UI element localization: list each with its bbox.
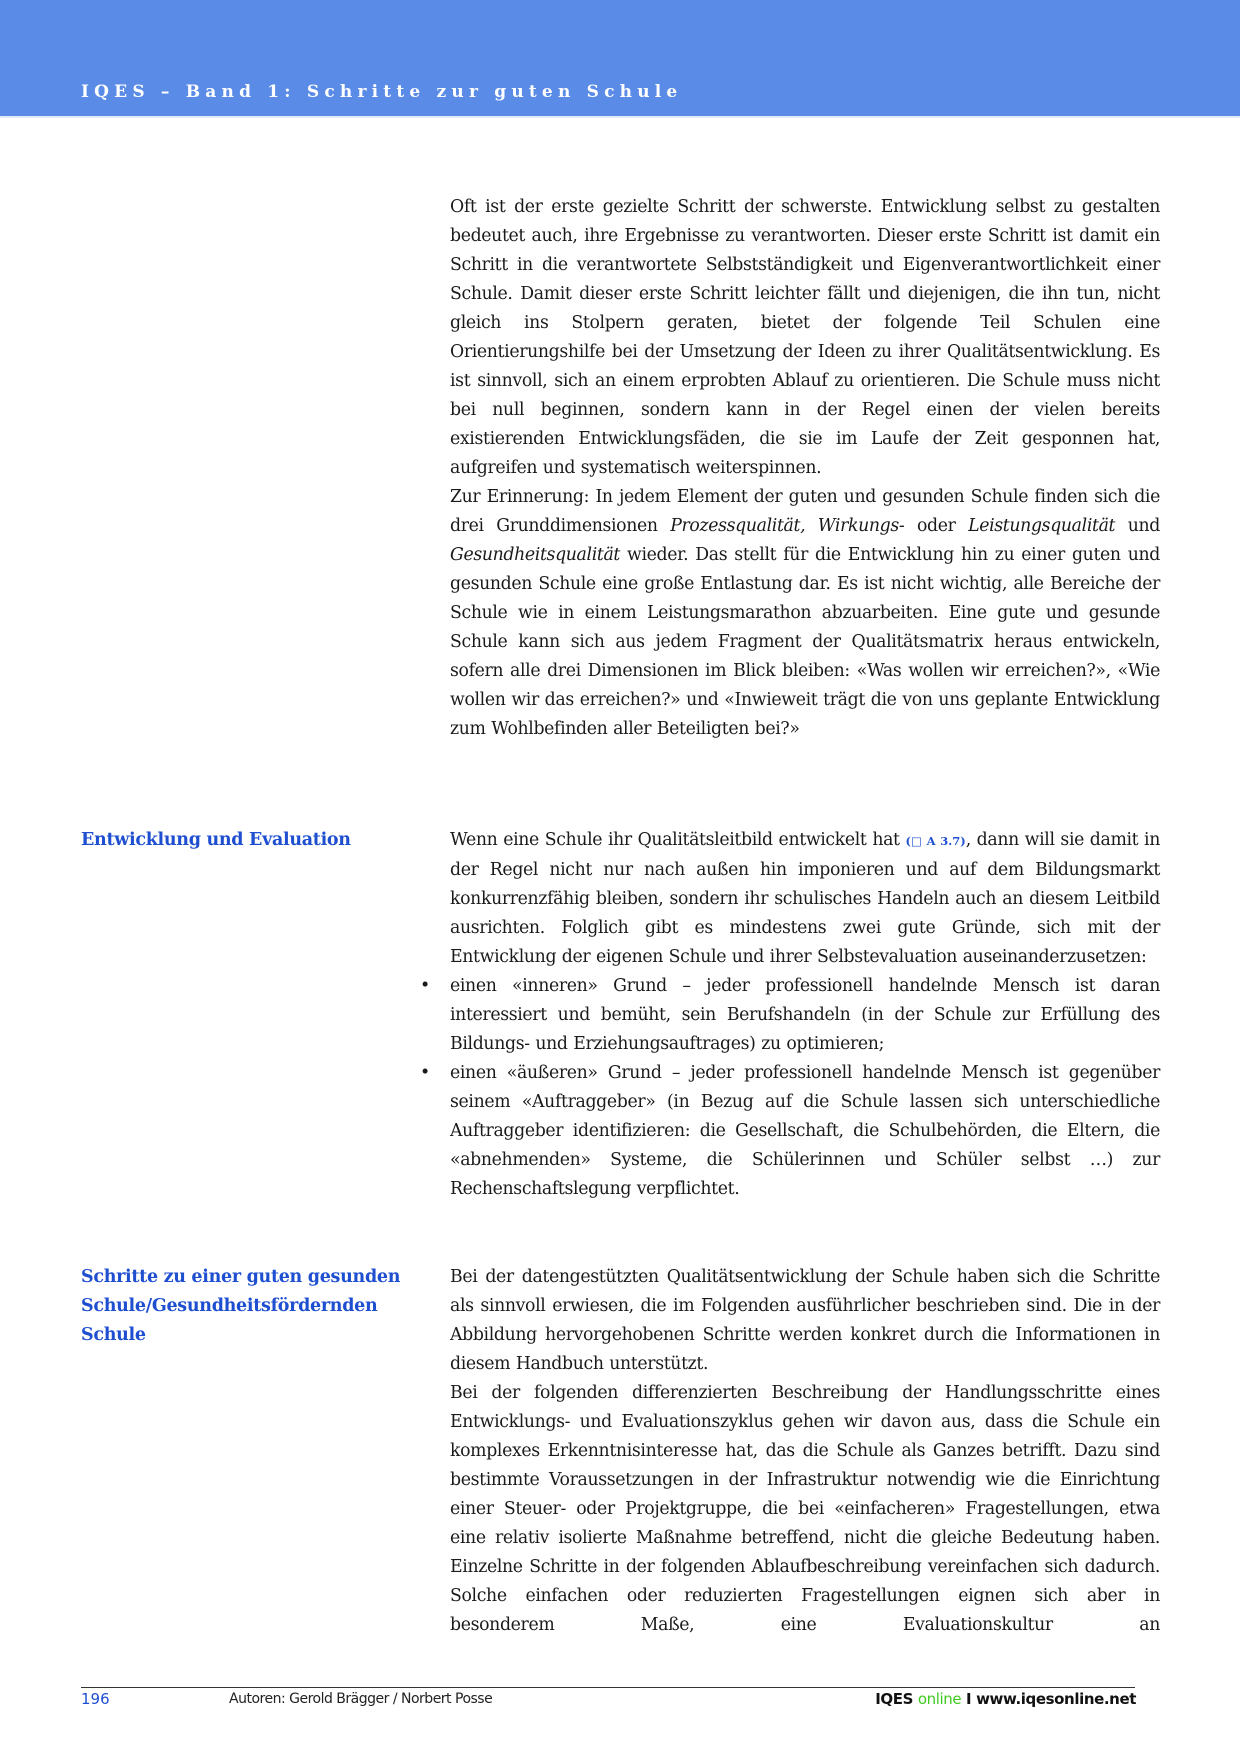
- section-2-paragraph-2: Bei der folgenden differenzierten Beschreibung der Handlungsschritte eines Entwicklungs- und Evaluationszyklus gehen wir davon aus, dass die Schule ein komplexes Erkenntnisinteresse hat, das die Schule als Ganzes betrifft. Dazu sind bestimmte Voraussetzungen in der Infrastruktur notwendig wie die Einrichtung einer Steuer- oder Projektgruppe, die bei «einfacheren» Fragestellungen, etwa eine relativ isolierte Maßnahme betreffend, nicht die gleiche Bedeutung haben. Einzelne Schritte in der folgenden Ablaufbeschreibung vereinfachen sich dadurch. Solche einfachen oder reduzierten Fragestellungen eignen sich aber in besonderem Maße, eine Evaluationskultur an: [450, 1383, 1160, 1635]
- section-2-text-block: [450, 1263, 1160, 1640]
- bullet-icon: •: [420, 976, 430, 996]
- intro-paragraph-1: Oft ist der erste gezielte Schritt der schwerste. Entwicklung selbst zu gestalten bedeutet auch, ihre Ergebnisse zu verantworten. Dieser erste Schritt ist damit ein Schritt in die verantwortete Selbstständigkeit und Eigenverantwortlichkeit einer Schule. Damit dieser erste Schritt leichter fällt und diejenigen, die ihn tun, nicht gleich ins Stolpern geraten, bietet der folgende Teil Schulen eine Orientierungshilfe bei der Umsetzung der Ideen zu ihrer Qualitätsentwicklung. Es ist sinnvoll, sich an einem erprobten Ablauf zu orientieren. Die Schule muss nicht bei null beginnen, sondern kann in der Regel einen der vielen bereits existierenden Entwicklungsfäden, die sie im Laufe der Zeit gesponnen hat, aufgreifen und systematisch weiterspinnen.: [450, 197, 1160, 478]
- emphasis-process-quality: Prozessqualität, Wirkungs-: [670, 516, 905, 536]
- header-divider: [0, 116, 1240, 118]
- running-header-title: IQES – Band 1: Schritte zur guten Schule: [81, 82, 683, 102]
- footer-brand: [875, 1690, 1136, 1708]
- emphasis-health-quality: Gesundheitsqualität: [450, 545, 621, 565]
- brand-separator: I: [966, 1690, 972, 1708]
- page-number: 196: [81, 1690, 110, 1708]
- intro-text-block: [450, 193, 1160, 744]
- footer-divider: [81, 1687, 1135, 1688]
- intro-paragraph-2: [450, 483, 1160, 744]
- list-item: [420, 972, 1160, 1059]
- list-item-text: einen «inneren» Grund – jeder professionell handelnde Mensch ist daran interessiert und bemüht, sein Berufshandeln (in der Schule zur Erfüllung des Bildungs- und Erziehungsauftrages) zu optimieren;: [450, 976, 1160, 1054]
- text-run: wieder. Das stellt für die Entwicklung hin zu einer guten und gesunden Schule eine große Entlastung dar. Es ist nicht wichtig, alle Bereiche der Schule wie in einem Leistungsmarathon abzuarbeiten. Eine gute und gesunde Schule kann sich aus jedem Fragment der Qualitätsmatrix heraus entwickeln, sofern alle drei Dimensionen im Blick bleiben: «Was wollen wir erreichen?», «Wie wollen wir das erreichen?» und «Inwieweit trägt die von uns geplante Entwicklung zum Wohlbefinden aller Beteiligten bei?»: [450, 545, 1160, 739]
- list-item: [420, 1059, 1160, 1204]
- footer-authors: Autoren: Gerold Brägger / Norbert Posse: [229, 1691, 493, 1707]
- bullet-icon: •: [420, 1063, 430, 1083]
- text-run: , dann will sie damit in der Regel nicht nur nach außen hin imponieren und auf dem Bildungsmarkt konkurrenzfähig bleiben, sondern ihr schulisches Handeln auch an diesem Leitbild ausrichten. Folglich gibt es mindestens zwei gute Gründe, sich mit der Entwicklung der eigenen Schule und ihrer Selbstevaluation auseinanderzusetzen:: [450, 830, 1161, 967]
- text-run: Zur Erinnerung: In jedem Element der guten und gesunden Schule finden sich die drei Grunddimensionen: [450, 487, 1160, 536]
- section-heading-schritte: Schritte zu einer guten gesunden Schule/Gesundheitsfördernden Schule: [81, 1267, 401, 1345]
- section-heading-entwicklung-evaluation: Entwicklung und Evaluation: [81, 830, 351, 850]
- list-item-text: einen «äußeren» Grund – jeder professionell handelnde Mensch ist gegenüber seinem «Auftraggeber» (in Bezug auf die Schule lassen sich unterschiedliche Auftraggeber identifizieren: die Gesellschaft, die Schulbehörden, die Eltern, die «abnehmenden» Systeme, die Schülerinnen und Schüler selbst …) zur Rechenschaftslegung verpflichtet.: [450, 1063, 1160, 1199]
- brand-online: online: [917, 1690, 962, 1708]
- text-run: und: [1115, 516, 1160, 536]
- reasons-list: [420, 972, 1160, 1204]
- section-2-paragraph-1: Bei der datengestützten Qualitätsentwicklung der Schule haben sich die Schritte als sinnvoll erwiesen, die im Folgenden ausführlicher beschrieben sind. Die in der Abbildung hervorgehobenen Schritte werden konkret durch die Informationen in diesem Handbuch unterstützt.: [450, 1267, 1160, 1374]
- brand-iqes: IQES: [875, 1690, 914, 1708]
- text-run: Wenn eine Schule ihr Qualitätsleitbild entwickelt hat: [450, 830, 906, 850]
- emphasis-performance-quality: Leistungsqualität: [968, 516, 1116, 536]
- text-run: oder: [904, 516, 969, 536]
- section-1-paragraph: [450, 826, 1160, 972]
- section-1-text-block: [420, 826, 1161, 1204]
- page-header-band: [0, 0, 1240, 116]
- cross-reference-link[interactable]: (□ A 3.7): [905, 834, 966, 848]
- website-link[interactable]: www.iqesonline.net: [976, 1690, 1136, 1708]
